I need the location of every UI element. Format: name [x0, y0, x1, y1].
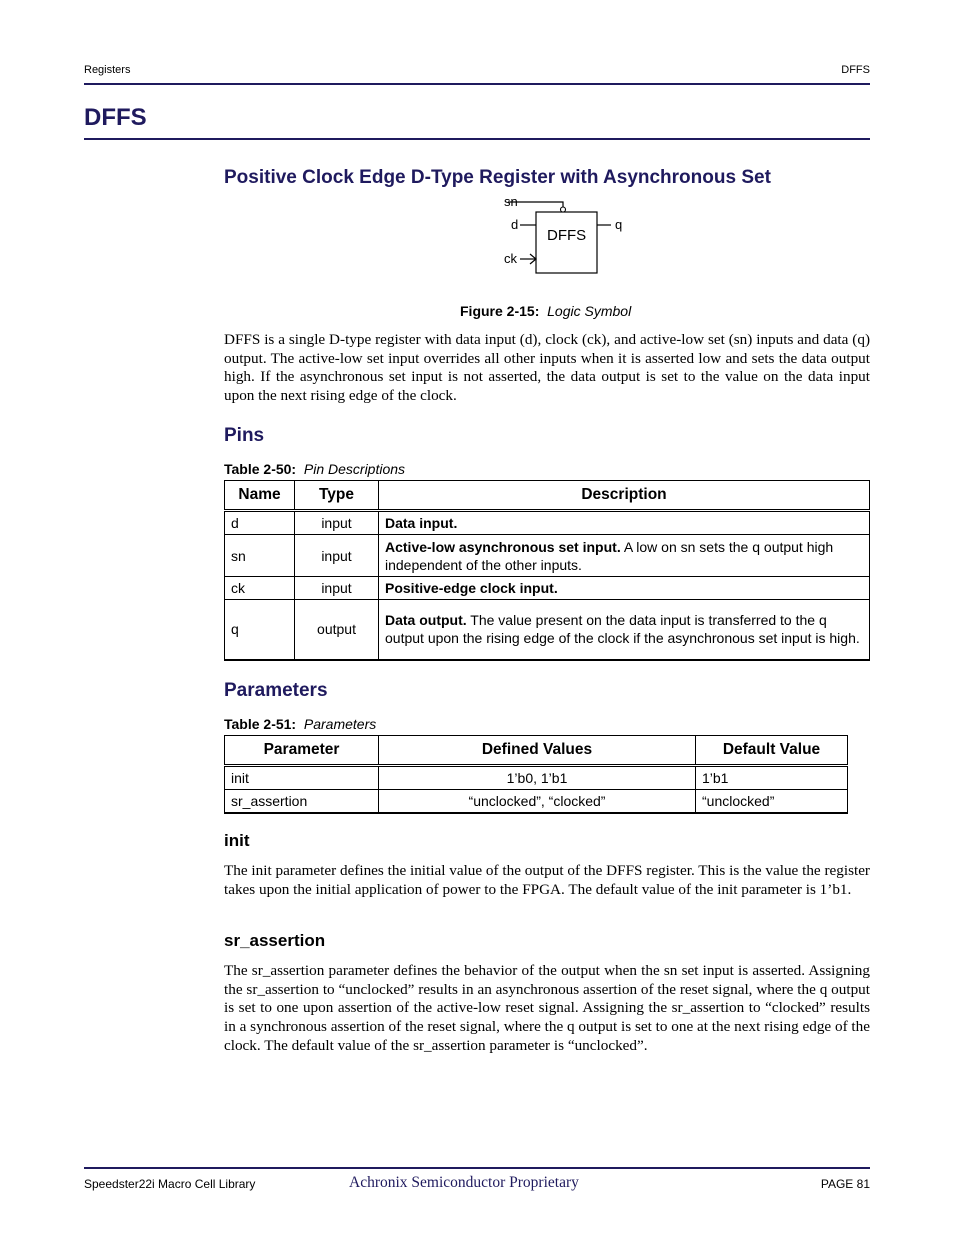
pin-description: Data input. — [379, 511, 870, 535]
pin-type: input — [295, 511, 379, 535]
footer-rule — [84, 1167, 870, 1169]
header-rule — [84, 83, 870, 85]
parameters-caption-label: Table 2-51: — [224, 716, 297, 732]
pin-q-label: q — [615, 217, 623, 232]
sr-assertion-heading: sr_assertion — [224, 931, 326, 950]
pin-sn-label: sn — [504, 194, 518, 209]
sr-assertion-paragraph: The sr_assertion parameter defines the behavior of the output when the sn set input is asserted. Assigning the sr_assertion to “unclocked” results in an asynchronous assertion of the reset signal, where the q output is set to one upon assertion of the active-low reset signal. Assigning the sr_assertion to “clocked” results in a synchronous assertion of the reset signal, where the q output is set to one at the next rising edge of the clock. The default value of the sr_assertion parameter is “unclocked”. — [224, 962, 870, 1054]
table-row — [225, 511, 870, 535]
footer-center: Achronix Semiconductor Proprietary — [349, 1174, 579, 1191]
section-subtitle: Positive Clock Edge D-Type Register with Asynchronous Set — [224, 167, 771, 188]
pin-type: input — [295, 577, 379, 600]
param-default: “unclocked” — [696, 790, 848, 814]
pins-heading: Pins — [224, 425, 265, 446]
title-rule — [84, 138, 870, 140]
param-name: init — [225, 766, 379, 790]
init-paragraph: The init parameter defines the initial value of the output of the DFFS register. This is the value the register takes upon the initial application of power to the FPGA. The default value of the init parameter is 1’b1. — [224, 862, 870, 898]
page-number: PAGE 81 — [820, 1177, 870, 1191]
param-values: 1’b0, 1’b1 — [379, 766, 696, 790]
col-name: Name — [225, 481, 295, 511]
col-description: Description — [379, 481, 870, 511]
table-row — [225, 790, 848, 814]
pins-caption-text: Pin Descriptions — [303, 461, 406, 477]
intro-paragraph: DFFS is a single D-type register with data input (d), clock (ck), and active-low set (sn) inputs and data (q) output. The active-low set input overrides all other inputs when it is asserted low and sets the data output high. If the asynchronous set input is not asserted, the data output is set to the value on the data input upon the next rising edge of the clock. — [224, 331, 870, 405]
pin-name: d — [225, 511, 295, 535]
col-default-value: Default Value — [696, 736, 848, 766]
init-heading: init — [224, 831, 250, 850]
pin-description: Positive-edge clock input. — [379, 577, 870, 600]
pins-header-row — [225, 481, 870, 511]
block-label: DFFS — [547, 227, 587, 244]
pin-description: Active-low asynchronous set input. A low on sn sets the q output high independent of the other inputs. — [379, 535, 870, 577]
pins-table — [224, 480, 870, 661]
param-name: sr_assertion — [225, 790, 379, 814]
figure-caption — [460, 303, 631, 319]
parameters-table — [224, 735, 848, 814]
col-parameter: Parameter — [225, 736, 379, 766]
page-title: DFFS — [84, 104, 147, 131]
logic-symbol-diagram — [495, 192, 635, 280]
pin-d-label: d — [511, 217, 519, 232]
inversion-bubble — [561, 207, 566, 212]
running-header-left: Registers — [84, 64, 131, 76]
pins-caption-label: Table 2-50: — [224, 461, 297, 477]
parameters-caption-text: Parameters — [303, 716, 377, 732]
pin-ck-label: ck — [504, 251, 517, 266]
parameters-header-row — [225, 736, 848, 766]
pins-table-caption — [224, 461, 405, 477]
col-type: Type — [295, 481, 379, 511]
table-row — [225, 535, 870, 577]
pin-description: Data output. The value present on the data input is transferred to the q output upon the rising edge of the clock if the asynchronous set input is high. — [379, 600, 870, 660]
param-default: 1’b1 — [696, 766, 848, 790]
footer-left: Speedster22i Macro Cell Library — [84, 1177, 256, 1191]
pin-name: sn — [225, 535, 295, 577]
parameters-heading: Parameters — [224, 680, 328, 701]
pin-name: ck — [225, 577, 295, 600]
table-row — [225, 600, 870, 660]
running-header-right: DFFS — [841, 64, 870, 76]
parameters-table-caption — [224, 716, 376, 732]
pin-name: q — [225, 600, 295, 660]
figure-caption-text: Logic Symbol — [547, 303, 632, 319]
figure-caption-label: Figure 2-15: — [460, 303, 540, 319]
param-values: “unclocked”, “clocked” — [379, 790, 696, 814]
pin-type: input — [295, 535, 379, 577]
pin-type: output — [295, 600, 379, 660]
table-row — [225, 577, 870, 600]
table-row — [225, 766, 848, 790]
col-defined-values: Defined Values — [379, 736, 696, 766]
